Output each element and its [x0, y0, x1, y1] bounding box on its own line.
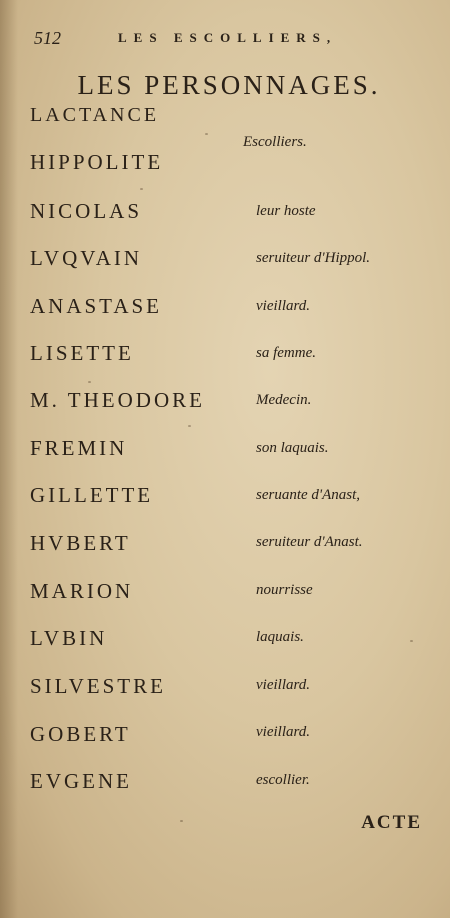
paper-speck [205, 133, 208, 135]
character-name: LVBIN [30, 626, 108, 650]
character-name: FREMIN [30, 436, 128, 460]
character-name: M. THEODORE [30, 388, 205, 412]
running-title: LES ESCOLLIERS, [118, 30, 338, 45]
paper-speck [410, 640, 413, 642]
character-role: seruiteur d'Anast. [256, 534, 363, 550]
character-name: HIPPOLITE [30, 150, 164, 174]
page-title: LES PERSONNAGES. [77, 70, 381, 100]
character-role: sa femme. [256, 345, 316, 361]
character-name: MARION [30, 579, 134, 603]
character-role: seruiteur d'Hippol. [256, 250, 371, 266]
character-role: son laquais. [256, 440, 329, 456]
character-name: NICOLAS [30, 199, 143, 223]
page-number: 512 [34, 28, 61, 48]
character-name: SILVESTRE [30, 674, 166, 698]
paper-speck [188, 425, 191, 427]
character-role: Medecin. [256, 392, 312, 408]
paper-speck [180, 820, 183, 822]
character-name: GOBERT [30, 722, 131, 746]
character-role: escollier. [256, 772, 310, 788]
paper-speck [88, 381, 91, 383]
catchword: ACTE [361, 812, 422, 833]
character-name: LISETTE [30, 341, 134, 365]
character-role: seruante d'Anast, [256, 487, 361, 503]
character-name: LACTANCE [30, 104, 160, 126]
character-role: nourrisse [256, 582, 313, 598]
character-role: leur hoste [256, 203, 316, 219]
paper-speck [140, 188, 143, 190]
character-name: LVQVAIN [30, 246, 143, 270]
group-role: Escolliers. [243, 134, 307, 150]
character-role: vieillard. [256, 298, 311, 314]
character-role: laquais. [256, 629, 304, 645]
character-name: GILLETTE [30, 483, 154, 507]
character-role: vieillard. [256, 677, 311, 693]
character-role: vieillard. [256, 724, 311, 740]
character-name: EVGENE [30, 769, 132, 793]
character-name: ANASTASE [30, 294, 162, 318]
character-name: HVBERT [30, 531, 131, 555]
